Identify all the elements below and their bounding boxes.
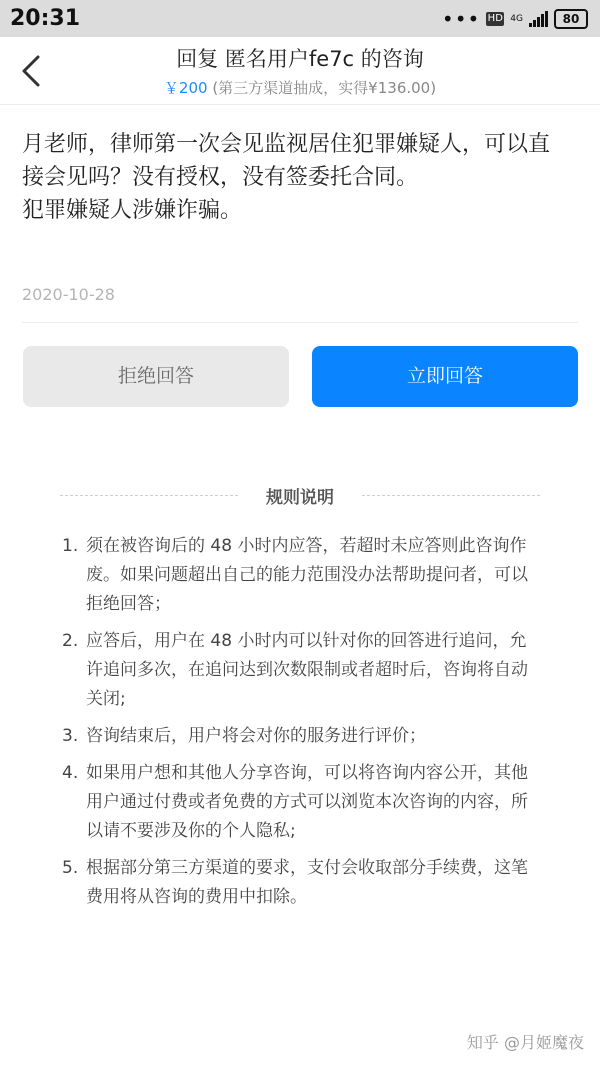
page-subtitle bbox=[0, 77, 600, 98]
rule-item bbox=[62, 627, 532, 714]
rule-text: 须在被咨询后的 48 小时内应答，若超时未应答则此咨询作废。如果问题超出自己的能力范围没办法帮助提问者，可以拒绝回答； bbox=[86, 536, 528, 614]
notification-dots-icon: ••• bbox=[441, 7, 481, 31]
rules-title: 规则说明 bbox=[266, 488, 334, 508]
network-type: 4G bbox=[510, 13, 523, 24]
rules-list bbox=[62, 532, 532, 920]
rule-number: 2. bbox=[62, 631, 79, 651]
dashed-divider-right bbox=[362, 495, 540, 496]
battery-icon: 80 bbox=[554, 9, 588, 29]
answer-now-button[interactable]: 立即回答 bbox=[312, 346, 578, 407]
page-title: 回复 匿名用户fe7c 的咨询 bbox=[176, 47, 424, 71]
fee-note: (第三方渠道抽成，实得¥136.00) bbox=[207, 79, 437, 97]
consult-amount: ￥200 bbox=[163, 79, 208, 97]
signal-icon bbox=[529, 11, 548, 27]
hd-icon: HD bbox=[487, 13, 503, 24]
rule-text: 应答后，用户在 48 小时内可以针对你的回答进行追问，允许追问多次，在追问达到次数限制或者超时后，咨询将自动关闭; bbox=[86, 631, 528, 709]
question-date: 2020-10-28 bbox=[22, 285, 115, 304]
rule-text: 根据部分第三方渠道的要求，支付会收取部分手续费，这笔费用将从咨询的费用中扣除。 bbox=[86, 858, 528, 907]
status-time: 20:31 bbox=[10, 6, 81, 31]
rule-number: 3. bbox=[62, 726, 79, 746]
question-text: 月老师，律师第一次会见监视居住犯罪嫌疑人，可以直接会见吗？没有授权，没有签委托合同。 犯罪嫌疑人涉嫌诈骗。 bbox=[22, 132, 551, 223]
rule-number: 4. bbox=[62, 763, 79, 783]
status-icons bbox=[442, 9, 588, 29]
divider bbox=[22, 322, 578, 323]
rule-item bbox=[62, 722, 532, 751]
rules-header bbox=[60, 482, 540, 508]
rule-number: 1. bbox=[62, 536, 79, 556]
rule-item bbox=[62, 854, 532, 912]
status-bar bbox=[0, 0, 600, 37]
rule-number: 5. bbox=[62, 858, 79, 878]
rule-item bbox=[62, 532, 532, 619]
rule-text: 如果用户想和其他人分享咨询，可以将咨询内容公开，其他用户通过付费或者免费的方式可以浏览本次咨询的内容，所以请不要涉及你的个人隐私; bbox=[86, 763, 528, 841]
rule-item bbox=[62, 759, 532, 846]
watermark: 知乎 @月姬魔夜 bbox=[466, 1033, 584, 1052]
nav-header bbox=[0, 37, 600, 105]
rule-text: 咨询结束后，用户将会对你的服务进行评价； bbox=[86, 726, 426, 746]
reject-button[interactable]: 拒绝回答 bbox=[23, 346, 289, 407]
